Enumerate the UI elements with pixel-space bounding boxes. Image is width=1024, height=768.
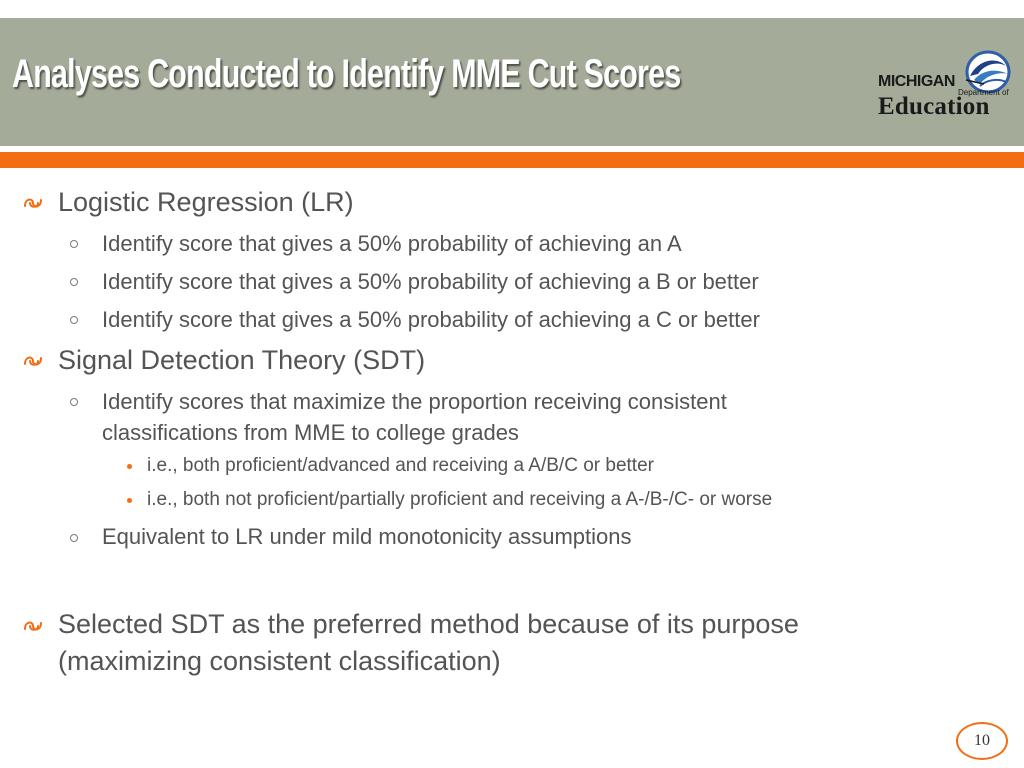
list-item: Selected SDT as the preferred method because of its purpose (58, 609, 799, 639)
sub-sub-bullet-icon (127, 498, 132, 503)
logo-education-text: Education (878, 93, 990, 120)
logo-department-text: Department of (958, 88, 1009, 97)
page-number-badge (956, 722, 1008, 760)
bullet-icon (22, 619, 46, 633)
list-item: Equivalent to LR under mild monotonicity assumptions (102, 524, 632, 549)
sub-bullet-icon (70, 398, 78, 406)
sub-bullet-icon (70, 278, 78, 286)
list-item: Identify score that gives a 50% probability of achieving an A (102, 231, 682, 256)
list-item: Identify scores that maximize the proportion receiving consistent (102, 389, 727, 414)
list-item-continuation: classifications from MME to college grades (102, 420, 519, 445)
list-item-continuation: (maximizing consistent classification) (58, 646, 501, 676)
sub-bullet-icon (70, 534, 78, 542)
list-item: Signal Detection Theory (SDT) (58, 345, 426, 375)
sub-bullet-icon (70, 240, 78, 248)
list-item: Identify score that gives a 50% probability of achieving a B or better (102, 269, 759, 294)
list-item: i.e., both not proficient/partially proficient and receiving a A-/B-/C- or worse (147, 489, 773, 510)
page-number: 10 (974, 732, 990, 749)
logo-michigan-text: MICHIGAN (878, 73, 955, 90)
bullet-icon (22, 354, 46, 368)
bullet-icon (22, 196, 46, 210)
list-item: Logistic Regression (LR) (58, 187, 354, 217)
sub-bullet-icon (70, 316, 78, 324)
list-item: i.e., both proficient/advanced and receiving a A/B/C or better (147, 455, 654, 476)
list-item: Identify score that gives a 50% probability of achieving a C or better (102, 307, 760, 332)
sub-sub-bullet-icon (127, 464, 132, 469)
slide-title: Analyses Conducted to Identify MME Cut Scores (12, 52, 681, 96)
